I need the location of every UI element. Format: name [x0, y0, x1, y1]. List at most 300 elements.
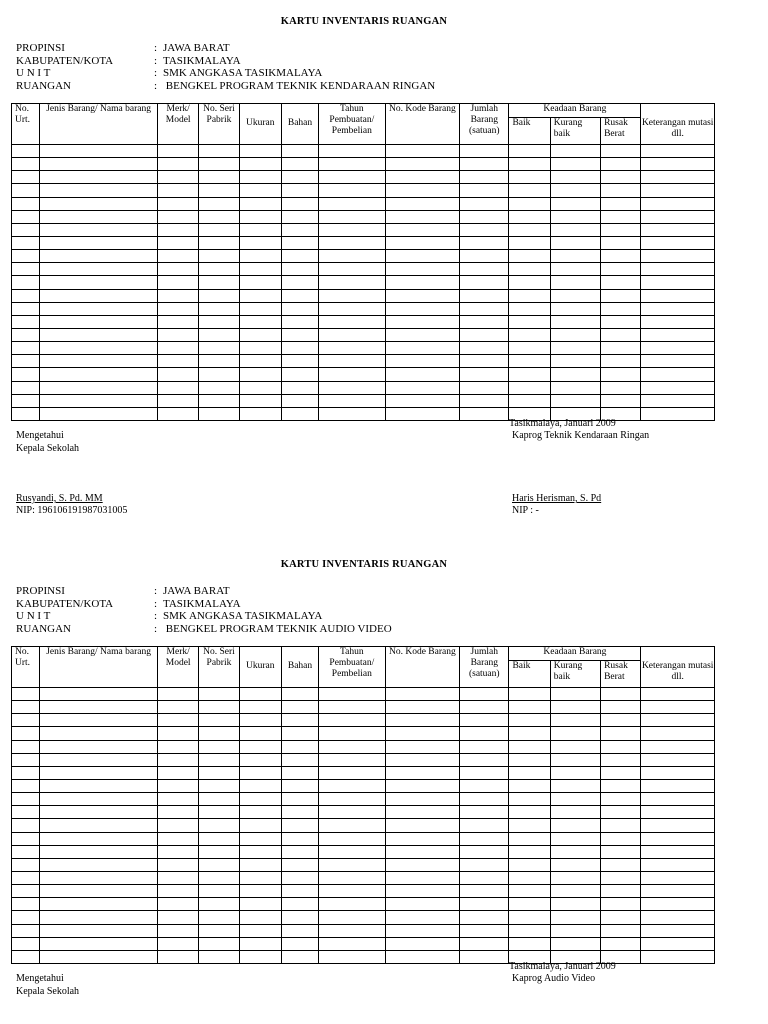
table-cell	[460, 158, 509, 171]
table-row	[12, 394, 715, 407]
table-cell	[385, 858, 460, 871]
table-cell	[40, 845, 158, 858]
table-cell	[158, 898, 199, 911]
table-cell	[550, 355, 600, 368]
table-cell	[601, 740, 641, 753]
table-cell	[239, 197, 281, 210]
table-cell	[158, 832, 199, 845]
table-cell	[319, 394, 385, 407]
table-cell	[239, 394, 281, 407]
table-cell	[319, 263, 385, 276]
table-cell	[199, 223, 239, 236]
info-row-unit: U N I T : SMK ANGKASA TASIKMALAYA	[16, 67, 323, 79]
table-cell	[199, 688, 239, 701]
table-cell	[385, 145, 460, 158]
table-cell	[281, 315, 318, 328]
table-cell	[641, 289, 715, 302]
table-cell	[509, 145, 550, 158]
table-cell	[239, 276, 281, 289]
table-cell	[40, 740, 158, 753]
table-row	[12, 937, 715, 950]
table-cell	[12, 753, 40, 766]
table-cell	[601, 355, 641, 368]
table-cell	[158, 355, 199, 368]
table-cell	[550, 885, 600, 898]
table-cell	[319, 302, 385, 315]
table-cell	[199, 793, 239, 806]
table-cell	[385, 911, 460, 924]
table-cell	[281, 184, 318, 197]
table-cell	[12, 328, 40, 341]
table-cell	[12, 236, 40, 249]
table-cell	[509, 355, 550, 368]
table-cell	[509, 328, 550, 341]
table-cell	[239, 145, 281, 158]
table-cell	[281, 845, 318, 858]
col-header-jenis: Jenis Barang/ Nama barang	[40, 104, 158, 145]
table-cell	[385, 355, 460, 368]
table-cell	[601, 223, 641, 236]
table-cell	[281, 263, 318, 276]
table-cell	[550, 302, 600, 315]
table-cell	[158, 381, 199, 394]
table-cell	[158, 276, 199, 289]
table-cell	[460, 263, 509, 276]
table-cell	[281, 779, 318, 792]
table-cell	[239, 236, 281, 249]
table-cell	[12, 407, 40, 420]
table-cell	[460, 184, 509, 197]
table-cell	[601, 184, 641, 197]
table-cell	[12, 898, 40, 911]
table-cell	[239, 885, 281, 898]
table-cell	[40, 158, 158, 171]
table-cell	[281, 394, 318, 407]
info-value: SMK ANGKASA TASIKMALAYA	[163, 67, 323, 79]
table-cell	[385, 714, 460, 727]
table-body	[12, 688, 715, 964]
info-label: KABUPATEN/KOTA	[16, 597, 114, 610]
table-cell	[40, 766, 158, 779]
card-title: KARTU INVENTARIS RUANGAN	[280, 16, 448, 27]
table-cell	[12, 263, 40, 276]
table-cell	[239, 714, 281, 727]
table-cell	[509, 779, 550, 792]
table-cell	[385, 753, 460, 766]
table-cell	[550, 250, 600, 263]
table-cell	[601, 394, 641, 407]
table-cell	[40, 328, 158, 341]
table-row	[12, 740, 715, 753]
table-cell	[641, 701, 715, 714]
table-cell	[509, 753, 550, 766]
table-row	[12, 210, 715, 223]
table-cell	[550, 740, 600, 753]
table-cell	[319, 381, 385, 394]
table-cell	[158, 184, 199, 197]
table-cell	[158, 779, 199, 792]
info-row-ruangan: RUANGAN : BENGKEL PROGRAM TEKNIK KENDARAAN RINGAN	[16, 79, 436, 92]
table-cell	[460, 832, 509, 845]
table-cell	[641, 871, 715, 884]
table-cell	[158, 328, 199, 341]
table-cell	[281, 793, 318, 806]
table-cell	[239, 858, 281, 871]
table-cell	[239, 688, 281, 701]
table-cell	[12, 355, 40, 368]
table-cell	[641, 368, 715, 381]
table-cell	[550, 858, 600, 871]
table-cell	[199, 871, 239, 884]
col-header-jumlah: Jumlah Barang (satuan)	[460, 104, 509, 145]
table-cell	[601, 832, 641, 845]
col-header-ukuran: Ukuran	[239, 647, 281, 688]
table-cell	[199, 753, 239, 766]
table-cell	[385, 368, 460, 381]
table-cell	[239, 407, 281, 420]
table-cell	[40, 950, 158, 963]
table-cell	[641, 223, 715, 236]
table-cell	[641, 250, 715, 263]
place-date: Tasikmalaya, Januari 2009	[509, 418, 616, 429]
table-cell	[239, 753, 281, 766]
inventory-table	[11, 103, 715, 421]
table-cell	[281, 806, 318, 819]
table-cell	[239, 342, 281, 355]
col-header-tahun: Tahun Pembuatan/ Pembelian	[319, 104, 385, 145]
col-header-merk: Merk/ Model	[158, 104, 199, 145]
table-cell	[460, 223, 509, 236]
table-cell	[601, 263, 641, 276]
table-cell	[460, 924, 509, 937]
table-cell	[641, 924, 715, 937]
table-cell	[40, 302, 158, 315]
table-cell	[509, 885, 550, 898]
table-cell	[550, 381, 600, 394]
table-cell	[319, 701, 385, 714]
table-cell	[601, 937, 641, 950]
table-cell	[550, 701, 600, 714]
table-row	[12, 806, 715, 819]
table-cell	[12, 871, 40, 884]
table-cell	[281, 871, 318, 884]
table-cell	[601, 714, 641, 727]
table-row	[12, 289, 715, 302]
table-cell	[385, 871, 460, 884]
table-cell	[460, 845, 509, 858]
table-cell	[281, 328, 318, 341]
table-cell	[319, 355, 385, 368]
table-cell	[385, 727, 460, 740]
table-cell	[319, 779, 385, 792]
table-cell	[281, 171, 318, 184]
info-row-kabupaten: KABUPATEN/KOTA : TASIKMALAYA	[16, 54, 241, 67]
table-cell	[158, 740, 199, 753]
table-cell	[158, 289, 199, 302]
table-cell	[40, 806, 158, 819]
table-row	[12, 845, 715, 858]
table-cell	[509, 714, 550, 727]
table-cell	[239, 937, 281, 950]
table-cell	[641, 171, 715, 184]
table-cell	[199, 740, 239, 753]
table-cell	[199, 898, 239, 911]
table-cell	[239, 355, 281, 368]
info-value: BENGKEL PROGRAM TEKNIK KENDARAAN RINGAN	[163, 79, 436, 92]
table-cell	[641, 766, 715, 779]
table-cell	[509, 197, 550, 210]
table-cell	[12, 197, 40, 210]
table-cell	[319, 315, 385, 328]
table-cell	[601, 806, 641, 819]
table-cell	[12, 250, 40, 263]
table-cell	[460, 197, 509, 210]
table-cell	[281, 236, 318, 249]
table-cell	[40, 368, 158, 381]
table-cell	[460, 714, 509, 727]
right-signatory-name: Haris Herisman, S. Pd	[512, 493, 602, 504]
table-cell	[319, 793, 385, 806]
col-header-kurang: Kurang baik	[550, 661, 600, 688]
table-cell	[385, 898, 460, 911]
table-cell	[199, 315, 239, 328]
table-cell	[199, 937, 239, 950]
table-cell	[12, 727, 40, 740]
table-row	[12, 368, 715, 381]
table-cell	[12, 937, 40, 950]
table-cell	[319, 407, 385, 420]
table-cell	[319, 171, 385, 184]
table-row	[12, 197, 715, 210]
table-cell	[158, 342, 199, 355]
table-cell	[641, 779, 715, 792]
table-cell	[40, 145, 158, 158]
table-cell	[319, 819, 385, 832]
table-cell	[12, 158, 40, 171]
table-cell	[601, 315, 641, 328]
table-row	[12, 355, 715, 368]
table-cell	[460, 381, 509, 394]
inventory-table	[11, 646, 715, 964]
table-cell	[641, 407, 715, 420]
table-cell	[40, 727, 158, 740]
table-cell	[199, 289, 239, 302]
info-label: RUANGAN	[16, 622, 71, 635]
table-cell	[550, 276, 600, 289]
table-cell	[509, 223, 550, 236]
table-cell	[281, 381, 318, 394]
table-cell	[199, 714, 239, 727]
table-cell	[385, 342, 460, 355]
table-cell	[40, 210, 158, 223]
table-cell	[601, 302, 641, 315]
col-header-bahan: Bahan	[281, 104, 318, 145]
table-cell	[199, 381, 239, 394]
table-cell	[601, 766, 641, 779]
table-cell	[281, 355, 318, 368]
table-cell	[641, 328, 715, 341]
table-cell	[460, 302, 509, 315]
table-cell	[641, 276, 715, 289]
table-cell	[319, 236, 385, 249]
table-cell	[281, 766, 318, 779]
table-cell	[158, 171, 199, 184]
table-cell	[641, 753, 715, 766]
table-cell	[550, 394, 600, 407]
table-cell	[158, 394, 199, 407]
table-cell	[601, 342, 641, 355]
col-header-keadaan: Keadaan Barang	[509, 647, 641, 661]
table-cell	[12, 911, 40, 924]
table-cell	[460, 407, 509, 420]
table-cell	[158, 937, 199, 950]
col-header-keterangan: Keterangan mutasi dll.	[641, 104, 715, 145]
table-cell	[319, 714, 385, 727]
table-cell	[199, 766, 239, 779]
table-cell	[319, 158, 385, 171]
table-cell	[641, 236, 715, 249]
table-cell	[385, 210, 460, 223]
table-row	[12, 236, 715, 249]
table-cell	[12, 289, 40, 302]
table-cell	[12, 714, 40, 727]
table-cell	[385, 885, 460, 898]
table-cell	[509, 766, 550, 779]
table-cell	[40, 858, 158, 871]
table-cell	[509, 315, 550, 328]
table-cell	[158, 885, 199, 898]
table-cell	[641, 714, 715, 727]
table-cell	[158, 858, 199, 871]
table-cell	[40, 885, 158, 898]
table-cell	[601, 197, 641, 210]
table-cell	[509, 793, 550, 806]
table-cell	[550, 171, 600, 184]
table-cell	[281, 210, 318, 223]
table-cell	[641, 832, 715, 845]
table-cell	[641, 688, 715, 701]
table-cell	[158, 302, 199, 315]
table-cell	[550, 289, 600, 302]
table-row	[12, 924, 715, 937]
table-cell	[509, 342, 550, 355]
table-row	[12, 263, 715, 276]
table-row	[12, 779, 715, 792]
table-cell	[199, 950, 239, 963]
table-cell	[601, 858, 641, 871]
table-cell	[239, 381, 281, 394]
table-cell	[40, 184, 158, 197]
table-row	[12, 276, 715, 289]
col-header-no: No. Urt.	[12, 647, 40, 688]
col-header-kode: No. Kode Barang	[385, 647, 460, 688]
table-row	[12, 858, 715, 871]
table-cell	[281, 924, 318, 937]
table-row	[12, 701, 715, 714]
table-cell	[460, 806, 509, 819]
table-cell	[239, 766, 281, 779]
table-cell	[40, 407, 158, 420]
table-cell	[601, 236, 641, 249]
table-cell	[385, 779, 460, 792]
table-cell	[385, 806, 460, 819]
table-cell	[12, 832, 40, 845]
col-header-jenis: Jenis Barang/ Nama barang	[40, 647, 158, 688]
table-cell	[550, 924, 600, 937]
table-cell	[40, 250, 158, 263]
table-cell	[460, 250, 509, 263]
table-cell	[385, 793, 460, 806]
table-cell	[509, 171, 550, 184]
table-cell	[40, 236, 158, 249]
table-row	[12, 819, 715, 832]
table-cell	[319, 688, 385, 701]
table-cell	[319, 924, 385, 937]
table-row	[12, 223, 715, 236]
table-cell	[40, 937, 158, 950]
table-cell	[601, 845, 641, 858]
table-cell	[601, 276, 641, 289]
table-cell	[158, 845, 199, 858]
table-cell	[385, 407, 460, 420]
table-cell	[385, 289, 460, 302]
table-cell	[40, 871, 158, 884]
table-cell	[385, 394, 460, 407]
table-cell	[319, 727, 385, 740]
info-row-unit: U N I T : SMK ANGKASA TASIKMALAYA	[16, 610, 323, 622]
table-cell	[12, 368, 40, 381]
table-cell	[509, 727, 550, 740]
table-row	[12, 328, 715, 341]
table-cell	[281, 937, 318, 950]
table-cell	[239, 924, 281, 937]
table-cell	[158, 368, 199, 381]
col-header-rusak: Rusak Berat	[601, 661, 641, 688]
table-cell	[460, 950, 509, 963]
table-cell	[239, 832, 281, 845]
table-row	[12, 250, 715, 263]
table-cell	[601, 885, 641, 898]
col-header-tahun: Tahun Pembuatan/ Pembelian	[319, 647, 385, 688]
info-label: PROPINSI	[16, 42, 65, 54]
table-body	[12, 145, 715, 421]
table-cell	[550, 688, 600, 701]
table-cell	[158, 223, 199, 236]
table-cell	[158, 806, 199, 819]
table-cell	[641, 210, 715, 223]
table-cell	[239, 171, 281, 184]
table-cell	[460, 937, 509, 950]
table-row	[12, 793, 715, 806]
table-cell	[239, 727, 281, 740]
table-cell	[460, 145, 509, 158]
info-row-kabupaten: KABUPATEN/KOTA : TASIKMALAYA	[16, 597, 241, 610]
table-cell	[460, 727, 509, 740]
table-cell	[40, 779, 158, 792]
table-cell	[601, 727, 641, 740]
table-cell	[509, 263, 550, 276]
table-cell	[199, 924, 239, 937]
table-cell	[509, 819, 550, 832]
table-cell	[601, 368, 641, 381]
table-cell	[199, 250, 239, 263]
table-cell	[281, 727, 318, 740]
table-cell	[281, 911, 318, 924]
table-row	[12, 871, 715, 884]
table-cell	[460, 368, 509, 381]
table-cell	[601, 381, 641, 394]
table-cell	[601, 924, 641, 937]
